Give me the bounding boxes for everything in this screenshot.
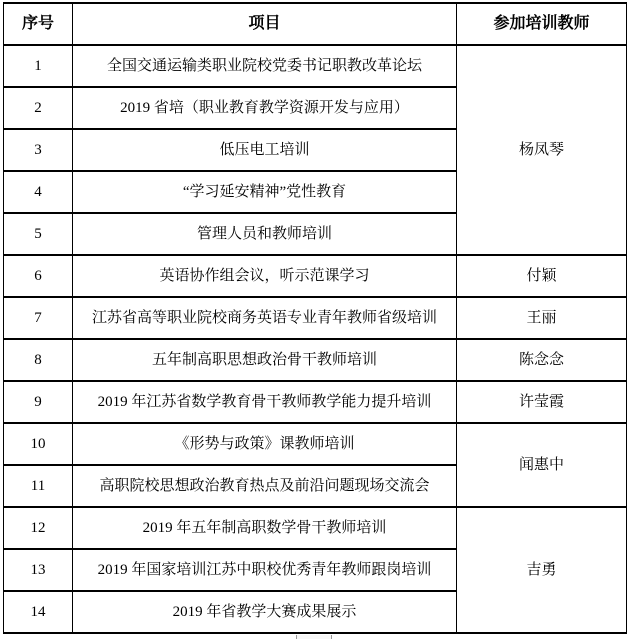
project-cell: 五年制高职思想政治骨干教师培训 — [73, 339, 457, 381]
teacher-cell: 吉勇 — [457, 507, 627, 633]
header-project: 项目 — [73, 3, 457, 45]
teacher-cell: 杨凤琴 — [457, 45, 627, 255]
header-no: 序号 — [4, 3, 73, 45]
project-cell: “学习延安精神”党性教育 — [73, 171, 457, 213]
table-row — [4, 423, 627, 465]
table-row — [4, 507, 627, 549]
header-row — [4, 3, 627, 45]
project-cell: 2019 年五年制高职数学骨干教师培训 — [73, 507, 457, 549]
project-cell: 2019 年国家培训江苏中职校优秀青年教师跟岗培训 — [73, 549, 457, 591]
teacher-cell: 陈念念 — [457, 339, 627, 381]
row-number: 8 — [4, 339, 73, 381]
project-cell: 2019 省培（职业教育教学资源开发与应用） — [73, 87, 457, 129]
table-row — [4, 339, 627, 381]
project-cell: 英语协作组会议，听示范课学习 — [73, 255, 457, 297]
row-number: 3 — [4, 129, 73, 171]
row-number: 2 — [4, 87, 73, 129]
scrollbar-fragment — [296, 635, 332, 639]
teacher-cell: 闻惠中 — [457, 423, 627, 507]
row-number: 4 — [4, 171, 73, 213]
project-cell: 2019 年省教学大赛成果展示 — [73, 591, 457, 633]
row-number: 6 — [4, 255, 73, 297]
header-teacher: 参加培训教师 — [457, 3, 627, 45]
project-cell: 江苏省高等职业院校商务英语专业青年教师省级培训 — [73, 297, 457, 339]
project-cell: 《形势与政策》课教师培训 — [73, 423, 457, 465]
project-cell: 2019 年江苏省数学教育骨干教师教学能力提升培训 — [73, 381, 457, 423]
row-number: 7 — [4, 297, 73, 339]
teacher-cell: 付颖 — [457, 255, 627, 297]
row-number: 1 — [4, 45, 73, 87]
table-row — [4, 255, 627, 297]
table-row — [4, 45, 627, 87]
row-number: 11 — [4, 465, 73, 507]
row-number: 12 — [4, 507, 73, 549]
teacher-cell: 王丽 — [457, 297, 627, 339]
project-cell: 高职院校思想政治教育热点及前沿问题现场交流会 — [73, 465, 457, 507]
table-row — [4, 381, 627, 423]
teacher-cell: 许莹霞 — [457, 381, 627, 423]
row-number: 9 — [4, 381, 73, 423]
table-row — [4, 297, 627, 339]
teacher-training-table — [3, 2, 627, 634]
row-number: 14 — [4, 591, 73, 633]
project-cell: 管理人员和教师培训 — [73, 213, 457, 255]
row-number: 10 — [4, 423, 73, 465]
row-number: 13 — [4, 549, 73, 591]
project-cell: 低压电工培训 — [73, 129, 457, 171]
row-number: 5 — [4, 213, 73, 255]
project-cell: 全国交通运输类职业院校党委书记职教改革论坛 — [73, 45, 457, 87]
